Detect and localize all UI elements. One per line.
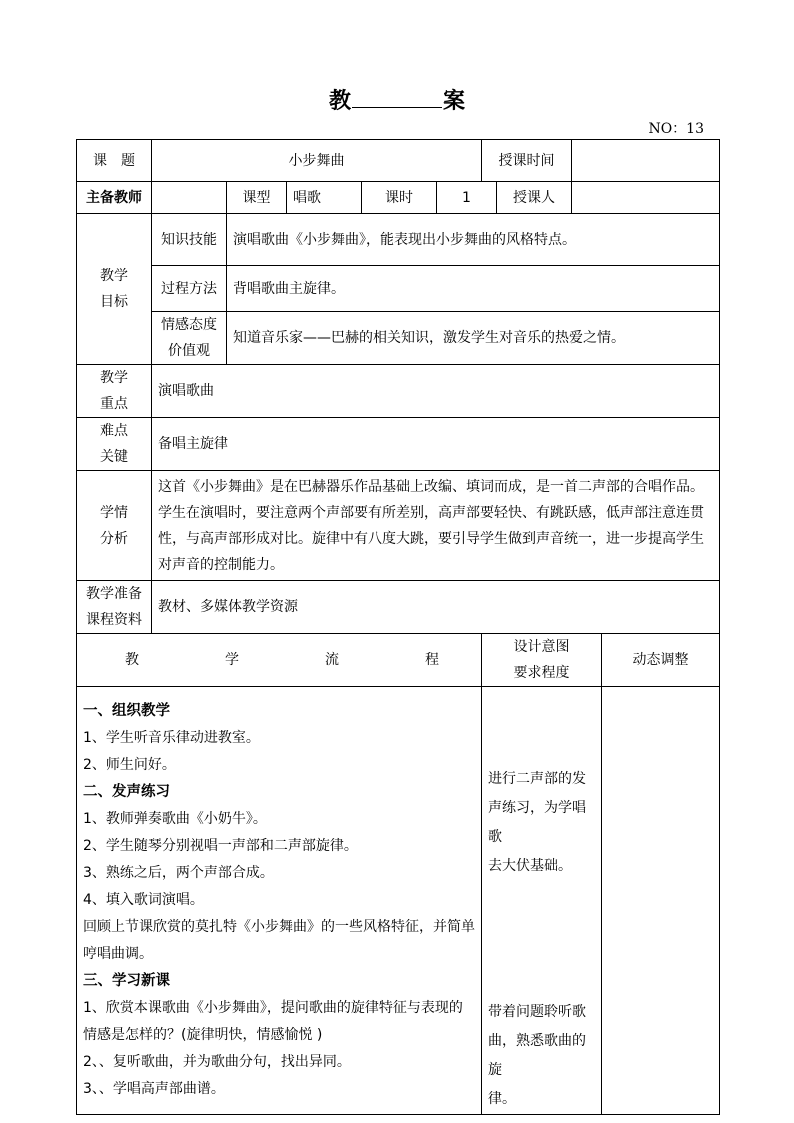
intent-line: 带着问题聆听歌 [488, 1004, 587, 1020]
focus-text: 演唱歌曲 [152, 365, 720, 418]
intent-line: 律。 [488, 1091, 517, 1107]
process-line: 1、教师弹奏歌曲《小奶牛》。 [83, 811, 267, 827]
objective-text: 知道音乐家——巴赫的相关知识，激发学生对音乐的热爱之情。 [227, 312, 720, 365]
intent-line: 进行二声部的发 [488, 771, 587, 787]
row-objective-1 [77, 214, 720, 266]
process-line: 1、学生听音乐律动进教室。 [83, 730, 260, 746]
adjust-header: 动态调整 [602, 634, 720, 687]
objectives-label-line2: 目标 [100, 294, 128, 310]
hours-label: 课时 [362, 182, 437, 214]
process-line: 回顾上节课欣赏的莫扎特《小步舞曲》的一些风格特征，并简单哼唱曲调。 [83, 919, 475, 962]
objective-text: 演唱歌曲《小步舞曲》，能表现出小步舞曲的风格特点。 [227, 214, 720, 266]
flow-char: 流 [325, 652, 339, 668]
flow-char: 程 [425, 652, 439, 668]
intent-header [482, 634, 602, 687]
analysis-label-line2: 分析 [100, 530, 128, 547]
row-objective-2 [77, 266, 720, 312]
lesson-label: 课 题 [77, 140, 152, 182]
process-heading: 一、组织教学 [83, 703, 170, 719]
time-label: 授课时间 [482, 140, 572, 182]
row-teacher [77, 182, 720, 214]
page-title [0, 84, 794, 115]
intent-cell [482, 687, 602, 1115]
lecturer-label: 授课人 [497, 182, 572, 214]
adjust-cell [602, 687, 720, 1115]
intent-header-line2: 要求程度 [513, 665, 570, 681]
difficulty-text: 备唱主旋律 [152, 418, 720, 471]
process-heading: 三、学习新课 [83, 973, 170, 989]
process-line: 2、学生随琴分别视唱一声部和二声部旋律。 [83, 838, 358, 854]
process-line: 4、填入歌词演唱。 [83, 892, 204, 908]
row-difficulty [77, 418, 720, 471]
hours-value: 1 [437, 182, 497, 214]
objective-label-line1: 情感态度 [161, 317, 217, 333]
analysis-label-line1: 学情 [100, 504, 128, 521]
intent-line: 声练习，为学唱歌 [488, 800, 587, 845]
title-char-1: 教 [328, 88, 351, 114]
teacher-value [152, 182, 227, 214]
analysis-text: 这首《小步舞曲》是在巴赫器乐作品基础上改编、填词而成，是一首二声部的合唱作品。学生在演唱时，要注意两个声部要有所差别，高声部要轻快、有跳跃感，低声部注意连贯性，与高声部形成对比。旋律中有八度大跳，要引导学生做到声音统一，进一步提高学生对声音的控制能力。 [152, 471, 720, 581]
title-char-2: 案 [442, 88, 465, 114]
difficulty-label [77, 418, 152, 471]
intent-line: 去大伏基础。 [488, 858, 573, 874]
flow-char: 教 [125, 652, 139, 668]
row-lesson [77, 140, 720, 182]
flow-header [77, 634, 482, 687]
process-line: 2、师生问好。 [83, 757, 176, 773]
teacher-label: 主备教师 [77, 182, 152, 214]
prep-label-line2: 课程资料 [86, 612, 142, 628]
row-flow-header [77, 634, 720, 687]
row-prep [77, 581, 720, 634]
objectives-label-line1: 教学 [100, 268, 128, 284]
flow-char: 学 [225, 652, 239, 668]
time-value [572, 140, 720, 182]
objective-label-line2: 价值观 [168, 343, 210, 359]
document-number: NO：13 [648, 121, 704, 137]
lesson-title: 小步舞曲 [152, 140, 482, 182]
analysis-label [77, 471, 152, 581]
process-heading: 二、发声练习 [83, 784, 170, 800]
lecturer-value [572, 182, 720, 214]
process-line: 3、熟练之后，两个声部合成。 [83, 865, 274, 881]
row-analysis [77, 471, 720, 581]
row-focus [77, 365, 720, 418]
focus-label [77, 365, 152, 418]
prep-label [77, 581, 152, 634]
type-value: 唱歌 [287, 182, 362, 214]
difficulty-label-line2: 关键 [100, 449, 128, 465]
lesson-plan-table [76, 139, 720, 1115]
prep-label-line1: 教学准备 [86, 586, 142, 602]
process-cell [77, 687, 482, 1115]
intent-line: 曲，熟悉歌曲的旋 [488, 1033, 587, 1078]
objective-label: 知识技能 [152, 214, 227, 266]
objective-text: 背唱歌曲主旋律。 [227, 266, 720, 312]
process-line: 2、、复听歌曲，并为歌曲分句，找出异同。 [83, 1054, 351, 1070]
title-underline [352, 106, 442, 108]
intent-header-line1: 设计意图 [513, 639, 570, 655]
type-label: 课型 [227, 182, 287, 214]
objective-label [152, 312, 227, 365]
difficulty-label-line1: 难点 [100, 423, 128, 439]
objectives-label [77, 214, 152, 365]
row-process [77, 687, 720, 1115]
process-line: 1、欣赏本课歌曲《小步舞曲》，提问歌曲的旋律特征与表现的情感是怎样的？(旋律明快，情感愉悦 ) [83, 1000, 463, 1043]
process-line: 3、、学唱高声部曲谱。 [83, 1081, 225, 1097]
prep-text: 教材、多媒体教学资源 [152, 581, 720, 634]
objective-label: 过程方法 [152, 266, 227, 312]
row-objective-3 [77, 312, 720, 365]
focus-label-line1: 教学 [100, 370, 128, 386]
focus-label-line2: 重点 [100, 396, 128, 412]
